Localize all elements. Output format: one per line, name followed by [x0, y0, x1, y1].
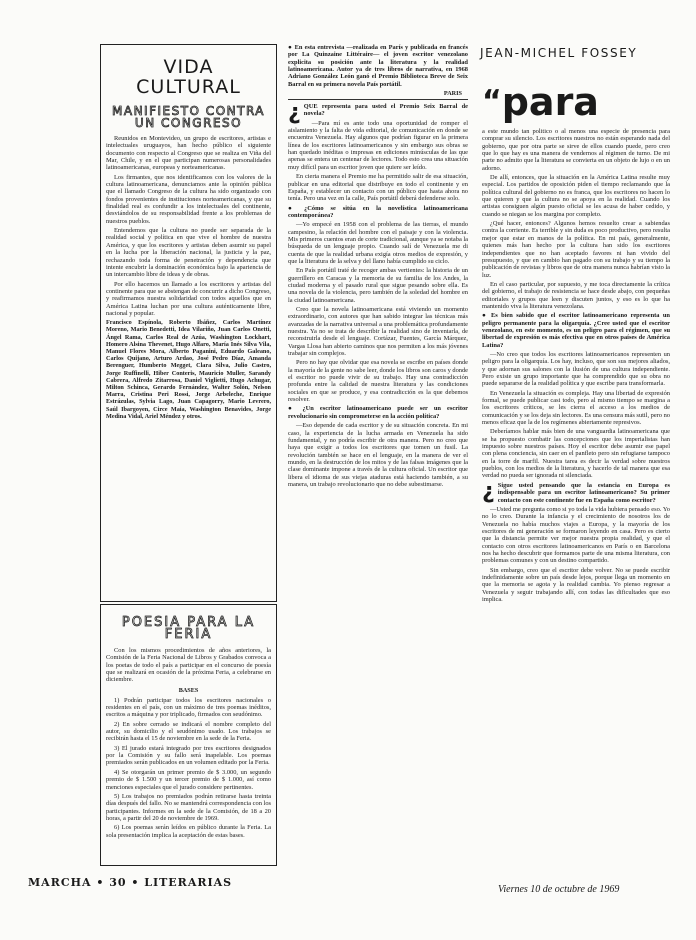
- vida-cultural-box: [100, 44, 277, 602]
- footer-date: Viernes 10 de octubre de 1969: [498, 884, 620, 895]
- poesia-paragraph: 2) En sobre cerrado se indicará el nombre completo del autor, su domicilio y el seudónimo usado. Los trabajos se recibirán hasta el 15 de noviembre en la sede de la Feria.: [106, 720, 271, 743]
- article-paragraph: ¿Qué hacer, entonces? Algunos hemos resuelto crear a sabiendas contra la corriente. Es terrible y sin duda es poco productivo, pero resulta mejor que estar en manos de la política. En mi país, generalmente, quienes más han hecho por la cultura han sido los escritores independientes que no han aceptado favores ni han vivido del presupuesto, y que en cambio han pagado con su trabajo y su tiempo la publicación de revistas y libros que de otra manera nunca habrían visto la luz.: [482, 220, 670, 279]
- headline-para: “para: [482, 80, 599, 124]
- question-5: ¿ Sigue usted pensando que la estancia en Europa es indispensable para un escritor latinoamericano? Su primer contacto con este continente fue en España como escritor?: [482, 478, 670, 504]
- manifesto-paragraph: Reunidos en Montevideo, un grupo de escritores, artistas e intelectuales uruguayos, han hecho público el siguiente documento con respecto al Congreso que se realiza en Viña del Mar, Chile, y en el que participan numerosas personalidades latinoamericanas, europeas y norteamericanas.: [106, 135, 271, 172]
- question-4: ● Es bien sabido que el escritor latinoamericano representa un peligro permanente para la oligarquía. ¿Cree usted que el escritor venezolano, en este momento, es un peligro para el régimen, que su libertad de expresión es más efectiva que en otros países de América Latina?: [482, 312, 670, 349]
- manifesto-paragraph: Entendemos que la cultura no puede ser separada de la realidad social y política en que vive el hombre de nuestra América, y que los escritores y artistas deben asumir su papel en la lucha por la liberación nacional, la justicia y la paz, rechazando toda forma de penetración y dependencia que intente encubrir la dominación económica bajo la apariencia de un intercambio libre de ideas y de obras.: [106, 227, 271, 279]
- vida-cultural-title: [106, 57, 271, 97]
- answer-paragraph: —Eso depende de cada escritor y de su situación concreta. En mi caso, la experiencia de la lucha armada en Venezuela ha sido fundamental, y no podría escribir de otra manera. Pero no creo que haya que exigir a todos los escritores que tomen un fusil. La revolución también se hace en el lenguaje, en la manera de ver el mundo, en la destrucción de los mitos y de las falsas imágenes que la clase dominante impone a través de la cultura oficial. Un escritor que libera el idioma de sus viejas ataduras está haciendo también, a su manera, un trabajo revolucionario que no debe subestimarse.: [288, 422, 468, 488]
- poesia-paragraph: 1) Podrán participar todos los escritores nacionales o residentes en el país, con un máximo de tres poemas inéditos, escritos a máquina y por triplicado, firmados con seudónimo.: [106, 696, 271, 719]
- interview-intro: ● En esta entrevista —realizada en París y publicada en francés por La Quinzaine Littéraire— el joven escritor venezolano explicita su posición ante la literatura y la realidad latinoamericana. Autor ya de tres libros de narrativa, en 1968 Adriano González León ganó el Premio Biblioteca Breve de Seix Barral en su primera novela País portátil.: [288, 44, 468, 88]
- author-name: JEAN-MICHEL FOSSEY: [480, 46, 638, 60]
- drop-cap-q: ¿: [288, 100, 301, 126]
- poesia-paragraph: 5) Los trabajos no premiados podrán retirarse hasta treinta días después del fallo. No se mantendrá correspondencia con los participantes. Informes en la sede de la Comisión, de 18 a 20 horas, a partir del 20 de noviembre de 1969.: [106, 792, 271, 822]
- answer-paragraph: —Usted me pregunta como si yo toda la vida hubiera pensado eso. Yo no lo creo. Durante la infancia y el crecimiento de nosotros los de Venezuela no había muchos viajes a Europa, y la mayoría de los escritores de mi generación se formaron leyendo en casa. Pero es cierto que la distancia permite ver mejor nuestra propia realidad, y que el contacto con otros escritores latinoamericanos en París o en Barcelona nos ha hecho descubrir que formamos parte de una misma literatura, con problemas comunes y con un destino compartido.: [482, 505, 670, 565]
- manifesto-paragraph: Los firmantes, que nos identificamos con los valores de la cultura latinoamericana, denunciamos ante la opinión pública que el llamado Congreso de la cultura ha sido organizado con fondos provenientes de instituciones norteamericanas, y que su finalidad real es confundir a los intelectuales del continente, desviándolos de su responsabilidad frente a los problemas de nuestros pueblos.: [106, 173, 271, 225]
- footer-masthead: MARCHA • 30 • LITERARIAS: [28, 876, 233, 889]
- question-3: ● ¿Un escritor latinoamericano puede ser un escritor revolucionario sin comprometerse en la acción política?: [288, 405, 468, 420]
- answer-paragraph: —Para mí es ante todo una oportunidad de romper el aislamiento y la falta de vida editorial, de comunicación en donde se encuentra Venezuela. Hay algunos que podrían figurar en la primera línea de los escritores latinoamericanos y sin embargo sus obras se han quedado inéditas o impresas en ediciones minúsculas de las que apenas se entera un centenar de lectores. Todo esto crea una situación muy difícil para un escritor joven que quiere ser leído.: [288, 119, 468, 171]
- poesia-title: POESIA PARA LA FERIA: [121, 615, 256, 642]
- manifesto-title: MANIFIESTO CONTRA UN CONGRESO: [112, 104, 265, 130]
- answer-paragraph: Pero no hay que olvidar que esa novela se escribe en países donde la mayoría de la gente no sabe leer, donde los libros son caros y donde el escritor no puede vivir de su trabajo. Hay una contradicción profunda entre la calidad de nuestra literatura y las condiciones sociales en que se produce, y esa contradicción es la que debemos resolver.: [288, 359, 468, 404]
- bullet-icon: ●: [288, 405, 303, 413]
- poesia-feria-box: [100, 604, 277, 866]
- fossey-column: [482, 128, 670, 866]
- poesia-paragraph: 6) Los poemas serán leídos en público durante la Feria. La sola presentación implica la aceptación de estas bases.: [106, 824, 271, 839]
- dateline: PARIS: [443, 90, 462, 98]
- answer-paragraph: Creo que la novela latinoamericana está viviendo un momento extraordinario, con autores que han sabido integrar las técnicas más avanzadas de la narrativa universal a una problemática profundamente nuestra. Ya no se trata de describir la realidad sino de inventarla, de reconstruirla desde el lenguaje. Cortázar, Fuentes, García Márquez, Vargas Llosa han abierto caminos que nos permiten a los más jóvenes trabajar sin complejos.: [288, 306, 468, 358]
- answer-paragraph: En cierta manera el Premio me ha permitido salir de esa situación, publicar en una editorial que distribuye en todo el continente y en España, y establecer un contacto con un público que hasta ahora no tenía. Pero una vez en la calle, País portátil deberá defenderse solo.: [288, 173, 468, 203]
- interview-column: [288, 44, 468, 864]
- divider: [288, 99, 468, 100]
- answer-paragraph: Sin embargo, creo que el escritor debe volver. No se puede escribir indefinidamente sobre un país desde lejos, porque llega un momento en que la memoria se agota y la realidad cambia. Yo pienso regresar a Venezuela y seguir trabajando allí, con todas las dificultades que eso implica.: [482, 566, 670, 603]
- poesia-paragraph: 4) Se otorgarán un primer premio de $ 3.000, un segundo premio de $ 1.500 y un tercer premio de $ 1.000, así como menciones especiales que el jurado considere pertinentes.: [106, 768, 271, 791]
- title-cultural: CULTURAL: [136, 76, 241, 98]
- question-1: ¿ QUE representa para usted el Premio Seix Barral de novela?: [288, 100, 468, 126]
- answer-paragraph: —No creo que todos los escritores latinoamericanos representen un peligro para la oligarquía. Los hay, incluso, que son sus mejores aliados, y que adornan sus salones con la ilusión de una cultura independiente. Pero existe un grupo importante que ha comprendido que su obra no puede separarse de la realidad política y que escribe para transformarla.: [482, 350, 670, 388]
- poesia-paragraph: 3) El jurado estará integrado por tres escritores designados por la Comisión y su fallo será inapelable. Los poemas premiados serán publicados en un volumen editado por la Feria.: [106, 744, 271, 767]
- answer-paragraph: Deberíamos hablar más bien de una vanguardia latinoamericana que se ha propuesto combatir las concepciones que los imperialistas han impuesto sobre nuestros países. Hoy el escritor debe asumir ese papel con plena conciencia, sin caer en el panfleto pero sin refugiarse tampoco en la torre de marfil. Nuestra tarea es decir la verdad sobre nuestros pueblos, con los medios de la literatura, y hacerlo de tal manera que esa verdad no pueda ser ignorada ni silenciada.: [482, 428, 670, 480]
- answer-paragraph: En Venezuela la situación es compleja. Hay una libertad de expresión formal, se puede publicar casi todo, pero al mismo tiempo se margina a los escritores críticos, se les cierra el acceso a los medios de comunicación y se los deja sin lectores. Es una censura más sutil, pero no menos eficaz que la de los regímenes abiertamente represivos.: [482, 389, 670, 427]
- answer-paragraph: —Yo empecé en 1958 con el problema de las tierras, el mundo campesino, la relación del hombre con el paisaje y con la violencia. Mis primeros cuentos eran de corte tradicional, aunque ya se notaba la búsqueda de un lenguaje propio. Cuando salí de Venezuela me di cuenta de que la realidad urbana exigía otros medios de expresión, y que la literatura de la selva y del llano había cumplido su ciclo.: [288, 221, 468, 265]
- question-2: ● ¿Cómo se sitúa en la novelística latinoamericana contemporánea?: [288, 204, 468, 219]
- bullet-icon: ●: [288, 204, 305, 212]
- article-paragraph: De allí, entonces, que la situación en la América Latina resulte muy especial. Los partidos de oposición piden el tiempo reclamando que la política cultural del gobierno no es franca, que los escritores no hacen lo que quieren y que la cultura no se apoya en la realidad. Cuando los artistas consiguen algún puesto oficial se les acusa de haber cedido, y cuando se niegan se los margina por completo.: [482, 174, 670, 218]
- signatories-list: Francisco Espínola, Roberto Ibáñez, Carlos Martínez Moreno, Mario Benedetti, Idea Vilariño, Juan Carlos Onetti, Ángel Rama, Carlos Real de Azúa, Washington Lockhart, Homero Alsina Thevenet, Hugo Alfaro, María Inés Silva Vila, Manuel Flores Mora, Alberto Paganini, Eduardo Galeano, Carlos Quijano, Arturo Ardao, José Pedro Díaz, Amanda Berenguer, Humberto Megget, Clara Silva, Julio Castro, Jorge Ruffinelli, Hiber Conteris, Mauricio Muller, Sarandy Cabrera, Alfredo Zitarrosa, Daniel Viglietti, Hugo Achugar, Milton Schinca, Gerardo Fernández, Walter Solón, Nelson Marra, Cristina Peri Rossi, Jorge Arbeleche, Enrique Estrázulas, Sylvia Lago, Juan Capagorry, Mario Levrero, Saúl Ibargoyen, Circe Maia, Washington Benavides, Jorge Medina Vidal, Ariel Méndez y otros.: [106, 319, 271, 420]
- bullet-icon: ●: [288, 44, 295, 51]
- bases-label: BASES: [178, 686, 199, 694]
- article-paragraph: En el caso particular, por supuesto, y me toca directamente la crítica del gobierno, el trabajo de resistencia se hace desde abajo, con pequeñas editoriales y grupos que leen y discuten juntos, y eso es lo que ha mantenido viva la literatura venezolana.: [482, 280, 670, 310]
- manifesto-paragraph: Por ello hacemos un llamado a los escritores y artistas del continente para que se abstengan de concurrir a dicho Congreso, y reafirmamos nuestra solidaridad con todos aquellos que en América Latina luchan por una cultura auténticamente libre, nacional y popular.: [106, 280, 271, 317]
- title-vida: VIDA: [163, 56, 214, 78]
- drop-cap-q: ¿: [482, 478, 495, 504]
- article-paragraph: a este mundo tan politico o al menos una especie de presencia para comprar su silencio. Los escritores nuestros no están esperando nada del gobierno, que por otra parte se sirve de ellos cuando puede, pero creo que lo que hay es una manera de vendernos al régimen de turno. De mi parte no admito que la literatura se convierta en un objeto de lujo o en un adorno.: [482, 128, 670, 172]
- answer-paragraph: En País portátil traté de recoger ambas vertientes: la historia de un guerrillero en Caracas y la memoria de su familia de los Andes, la ciudad moderna y el pasado rural que sigue pesando sobre ella. Es una novela de la violencia, pero también de la soledad del hombre en la ciudad latinoamericana.: [288, 267, 468, 304]
- bullet-icon: ●: [482, 312, 492, 320]
- poesia-paragraph: Con los mismos procedimientos de años anteriores, la Comisión de la Feria Nacional de Libros y Grabados convoca a los poetas de todo el país a participar en el concurso de poesía que se realizará en ocasión de la próxima Feria, a celebrarse en diciembre.: [106, 647, 271, 684]
- quote-mark: “: [482, 84, 502, 119]
